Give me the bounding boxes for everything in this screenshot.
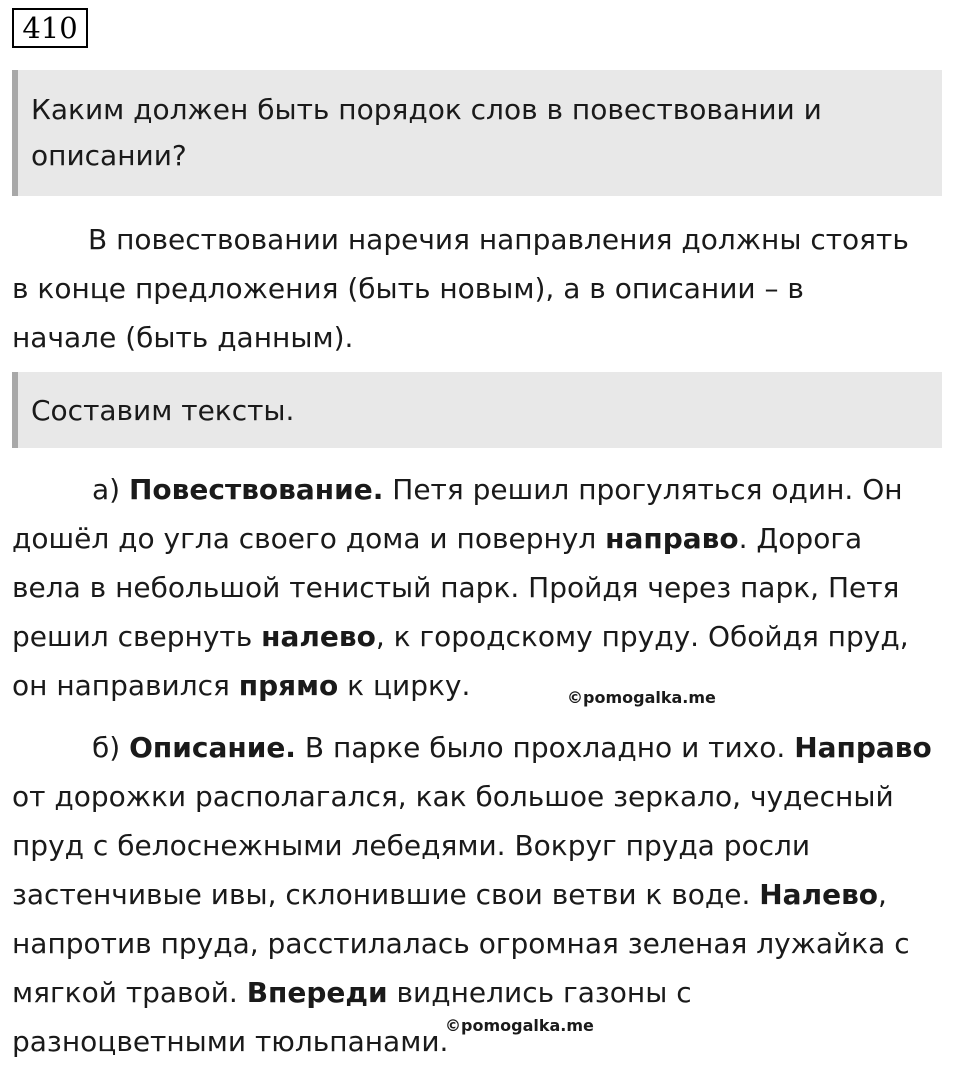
- description-line: напротив пруда, расстилалась огромная зеленая лужайка с: [12, 927, 910, 960]
- description-line: от дорожки располагался, как большое зеркало, чудесный: [12, 780, 894, 813]
- task-instruction-box: [12, 372, 942, 448]
- narration-line: [12, 465, 950, 514]
- narration-paragraph: [12, 465, 950, 710]
- text-run: он направился: [12, 669, 239, 702]
- instruction-text: Составим тексты.: [31, 394, 295, 427]
- narration-line: [12, 661, 950, 710]
- question-line: Каким должен быть порядок слов в повествовании и: [31, 93, 822, 126]
- bold-adverb: налево: [261, 620, 376, 653]
- text-run: ,: [878, 878, 887, 911]
- text-run: мягкой травой.: [12, 976, 247, 1009]
- text-run: Петя решил прогуляться один. Он: [383, 473, 903, 506]
- description-line: пруд с белоснежными лебедями. Вокруг пруда росли: [12, 829, 811, 862]
- description-line: [12, 723, 950, 772]
- text-run: дошёл до угла своего дома и повернул: [12, 522, 606, 555]
- task-number: 410: [12, 8, 88, 48]
- answer-paragraph: [12, 215, 950, 362]
- narration-heading: Повествование.: [128, 473, 384, 506]
- bold-adverb: Впереди: [246, 976, 388, 1009]
- text-run: , к городскому пруду. Обойдя пруд,: [375, 620, 909, 653]
- text-run: застенчивые ивы, склонившие свои ветви к воде.: [12, 878, 760, 911]
- narration-line: [12, 514, 950, 563]
- watermark: ©pomogalka.me: [445, 1016, 594, 1035]
- description-paragraph: [12, 723, 950, 1066]
- watermark: ©pomogalka.me: [567, 688, 716, 707]
- text-run: виднелись газоны с: [387, 976, 692, 1009]
- text-run: В парке было прохладно и тихо.: [295, 731, 795, 764]
- text-run: решил свернуть: [12, 620, 262, 653]
- bold-adverb: направо: [605, 522, 739, 555]
- description-line: разноцветными тюльпанами.: [12, 1025, 449, 1058]
- narration-line: вела в небольшой тенистый парк. Пройдя через парк, Петя: [12, 571, 900, 604]
- answer-line: в конце предложения (быть новым), а в описании – в: [12, 272, 804, 305]
- description-line: [12, 870, 950, 919]
- text-run: . Дорога: [738, 522, 863, 555]
- question-line: описании?: [31, 139, 187, 172]
- item-prefix: б): [92, 731, 130, 764]
- answer-line: В повествовании наречия направления должны стоять: [88, 223, 909, 256]
- bold-adverb: Налево: [759, 878, 879, 911]
- text-run: к цирку.: [338, 669, 471, 702]
- item-prefix: а): [92, 473, 129, 506]
- question-box: [12, 70, 942, 196]
- description-line: [12, 968, 950, 1017]
- bold-adverb: прямо: [238, 669, 339, 702]
- bold-adverb: Направо: [794, 731, 932, 764]
- description-heading: Описание.: [129, 731, 296, 764]
- answer-line: начале (быть данным).: [12, 321, 354, 354]
- narration-line: [12, 612, 950, 661]
